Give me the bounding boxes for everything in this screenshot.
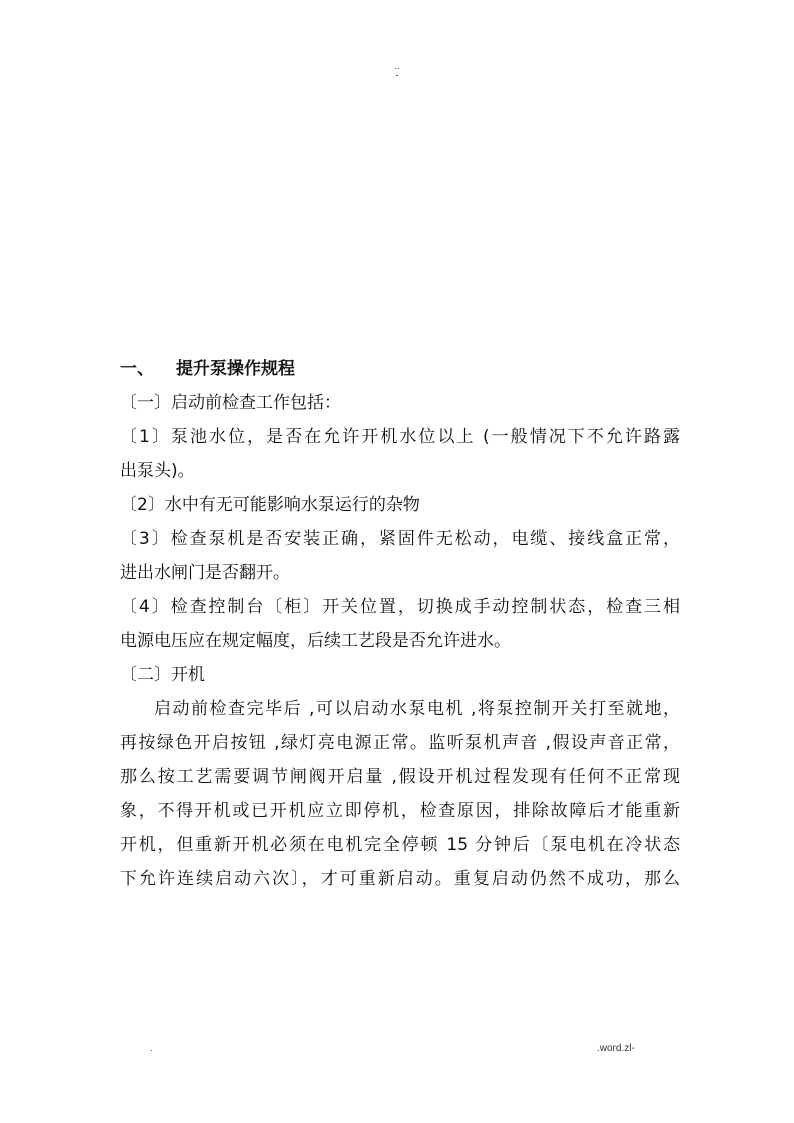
header-mark-bottom: -	[395, 70, 399, 80]
paragraph-line: 进出水闸门是否翻开。	[120, 563, 290, 583]
section-title: 提升泵操作规程	[176, 359, 295, 379]
paragraph-line: 〔3〕检查泵机是否安装正确，紧固件无松动，电缆、接线盒正常，	[120, 529, 680, 549]
section-heading	[120, 352, 680, 386]
paragraph-line: 〔4〕检查控制台〔柜〕开关位置，切换成手动控制状态，检查三相	[120, 597, 680, 617]
paragraph-line: 象，不得开机或已开机应立即停机，检查原因，排除故障后才能重新	[120, 801, 680, 821]
paragraph-line: 那么按工艺需要调节闸阀开启量 ,假设开机过程发现有任何不正常现	[120, 767, 680, 787]
paragraph-line: 〔2〕水中有无可能影响水泵运行的杂物	[120, 495, 420, 515]
paragraph-line: 开机，但重新开机必须在电机完全停顿 15 分钟后〔泵电机在冷状态	[120, 835, 680, 855]
header-mark-top: ..	[394, 61, 400, 71]
paragraph-line: 启动前检查完毕后 ,可以启动水泵电机 ,将泵控制开关打至就地，	[154, 699, 680, 719]
paragraph-line: 下允许连续启动六次〕，才可重新启动。重复启动仍然不成功，那么	[120, 869, 680, 889]
paragraph-line: 〔1〕泵池水位，是否在允许开机水位以上 (一般情况下不允许路露	[120, 427, 680, 447]
paragraph-line: 出泵头)。	[120, 461, 195, 481]
document-body	[120, 352, 680, 896]
paragraph-line: 电源电压应在规定幅度，后续工艺段是否允许进水。	[120, 631, 511, 651]
paragraph-line: 再按绿色开启按钮 ,绿灯亮电源正常。监听泵机声音 ,假设声音正常，	[120, 733, 680, 753]
section-number: 一、	[120, 359, 154, 379]
subsection-title: 〔一〕启动前检查工作包括：	[120, 393, 341, 413]
page-header	[0, 62, 794, 80]
footer-left: .	[150, 1043, 153, 1053]
subsection-title: 〔二〕开机	[120, 665, 205, 685]
footer-right: .word.zl-	[597, 1043, 635, 1054]
